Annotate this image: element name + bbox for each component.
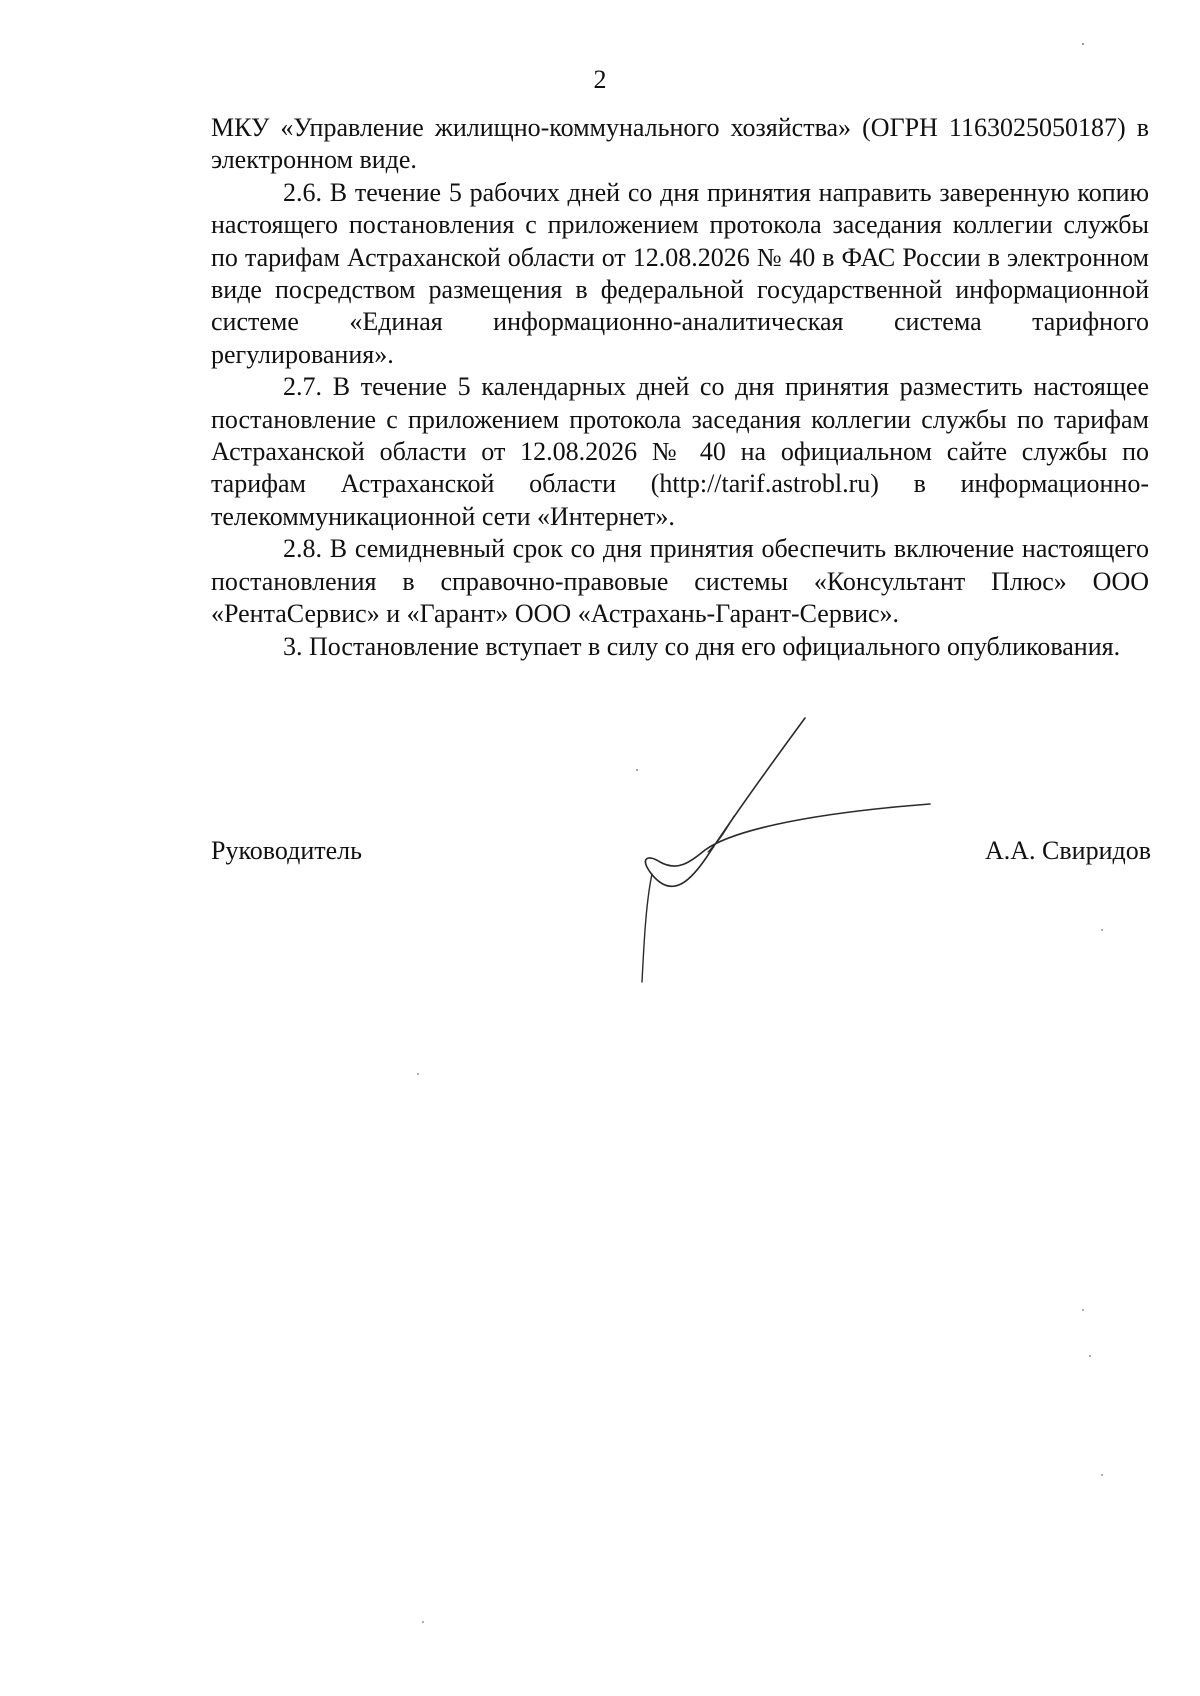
page-number: 2 bbox=[593, 65, 607, 94]
document-body bbox=[211, 112, 1149, 663]
signatory-title: Руководитель bbox=[211, 836, 362, 865]
handwritten-signature bbox=[630, 712, 950, 1012]
signature-stroke-main bbox=[645, 718, 930, 886]
signature-stroke-descender bbox=[642, 874, 652, 982]
paragraph-2-7: 2.7. В течение 5 календарных дней со дня принятия разместить настоящее постановление с приложением протокола заседания коллегии службы по тарифам Астраханской области от 12.08.2026 № 40 на официальном сайте службы по тарифам Астраханской области (http://tarif.astrobl.ru) в информационно-телекоммуникационной сети «Интернет». bbox=[211, 372, 1149, 531]
paragraph-2-8: 2.8. В семидневный срок со дня принятия обеспечить включение настоящего постановления в справочно-правовые системы «Консультант Плюс» ООО «РентаСервис» и «Гарант» ООО «Астрахань-Гарант-Сервис». bbox=[211, 534, 1149, 629]
signatory-name: А.А. Свиридов bbox=[984, 836, 1151, 865]
paragraph-2-6: 2.6. В течение 5 рабочих дней со дня принятия направить заверенную копию настоящего постановления с приложением протокола заседания коллегии службы по тарифам Астраханской области от 12.08.2026 № 40 в ФАС России в электронном виде посредством размещения в федеральной государственной информационной системе «Единая информационно-аналитическая система тарифного регулирования». bbox=[211, 177, 1149, 369]
paragraph-3: 3. Постановление вступает в силу со дня его официального опубликования. bbox=[283, 631, 1121, 661]
paragraph-continuation: МКУ «Управление жилищно-коммунального хозяйства» (ОГРН 1163025050187) в электронном виде. bbox=[211, 113, 1149, 175]
